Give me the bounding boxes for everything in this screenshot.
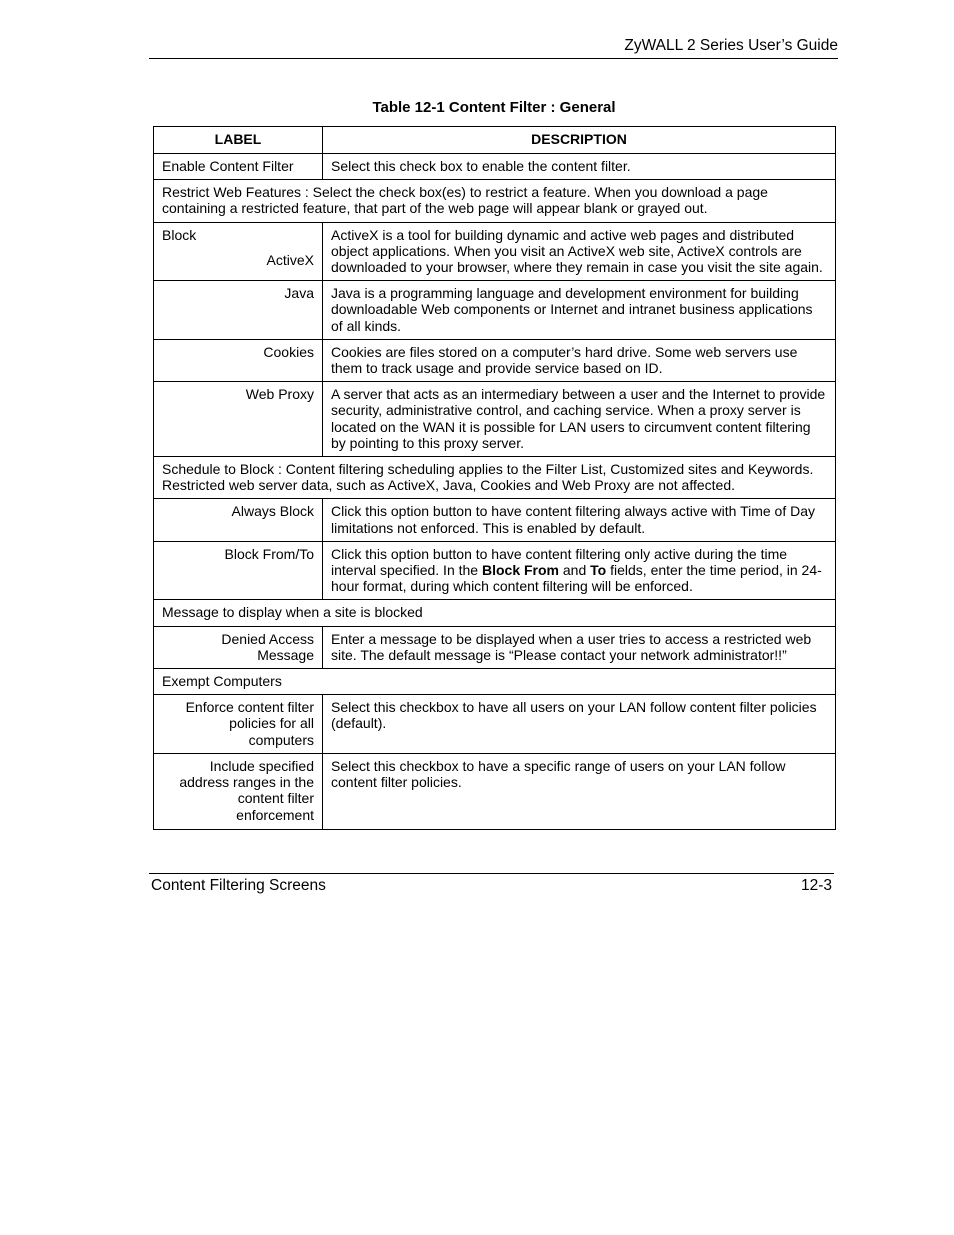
table-row [154,154,836,180]
table-row [154,753,836,829]
desc-denied-access: Enter a message to be displayed when a user tries to access a restricted web site. The default message is “Please contact your network administrator!!” [323,626,836,668]
table-row [154,600,836,626]
label-include-ranges: Include specified address ranges in the content filter enforcement [154,753,323,829]
label-activex-cell [154,222,323,281]
label-web-proxy: Web Proxy [154,382,323,457]
label-denied-access: Denied Access Message [154,626,323,668]
desc-always-block: Click this option button to have content filtering always active with Time of Day limitations not enforced. This is enabled by default. [323,499,836,541]
section-schedule-to-block: Schedule to Block : Content filtering scheduling applies to the Filter List, Customized sites and Keywords. Restricted web server data, such as ActiveX, Java, Cookies and Web Proxy are not affected. [154,457,836,499]
table-caption: Table 12-1 Content Filter : General [372,99,616,116]
desc-block-from-to [323,541,836,600]
desc-activex: ActiveX is a tool for building dynamic and active web pages and distributed object applications. When you visit an ActiveX web site, ActiveX controls are downloaded to your browser, where they remain in case you visit the site again. [323,222,836,281]
label-enforce-all: Enforce content filter policies for all computers [154,695,323,754]
label-block-from-to: Block From/To [154,541,323,600]
page-header [149,36,838,59]
desc-block-from-to-text-3: fields, enter the time period, in 24-hour format, during which content filtering will be enforced. [331,562,822,595]
desc-enforce-all: Select this checkbox to have all users on your LAN follow content filter policies (default). [323,695,836,754]
label-cookies: Cookies [154,339,323,381]
label-always-block: Always Block [154,499,323,541]
table-row [154,541,836,600]
footer-section-title: Content Filtering Screens [151,877,326,894]
label-activex: ActiveX [266,251,314,268]
table-row [154,457,836,499]
table-row [154,626,836,668]
desc-web-proxy: A server that acts as an intermediary between a user and the Internet to provide security, administrative control, and caching service. When a proxy server is located on the WAN it is possible for LAN users to circumvent content filtering by pointing to this proxy server. [323,382,836,457]
table-row [154,222,836,281]
table-row [154,669,836,695]
header-title: ZyWALL 2 Series User’s Guide [624,37,838,54]
table-row [154,339,836,381]
desc-cookies: Cookies are files stored on a computer’s hard drive. Some web servers use them to track usage and provide service based on ID. [323,339,836,381]
table-row [154,499,836,541]
label-enable-content-filter: Enable Content Filter [154,154,323,180]
header-description: DESCRIPTION [323,127,836,154]
section-message: Message to display when a site is blocked [154,600,836,626]
table-row [154,180,836,222]
desc-enable-content-filter: Select this check box to enable the content filter. [323,154,836,180]
section-exempt-computers: Exempt Computers [154,669,836,695]
page-footer [149,873,834,896]
desc-include-ranges: Select this checkbox to have a specific range of users on your LAN follow content filter policies. [323,753,836,829]
content-filter-table [153,126,836,830]
desc-block-from-bold: Block From [481,562,559,579]
section-restrict-web-features: Restrict Web Features : Select the check box(es) to restrict a feature. When you download a page containing a restricted feature, that part of the web page will appear blank or grayed out. [154,180,836,222]
desc-block-from-to-text-2: and [559,562,591,579]
desc-block-from-to-text-1: Click this option button to have content filtering only active during the time interval specified. In the [331,545,788,579]
label-java: Java [154,281,323,340]
table-row [154,695,836,754]
footer-page-number: 12-3 [800,877,832,894]
desc-to-bold: To [590,562,607,579]
table-row [154,382,836,457]
header-label: LABEL [154,127,323,154]
table-row [154,281,836,340]
table-header-row [154,127,836,154]
desc-java: Java is a programming language and development environment for building downloadable Web components or Internet and intranet business applications of all kinds. [323,281,836,340]
label-block: Block [162,226,197,243]
